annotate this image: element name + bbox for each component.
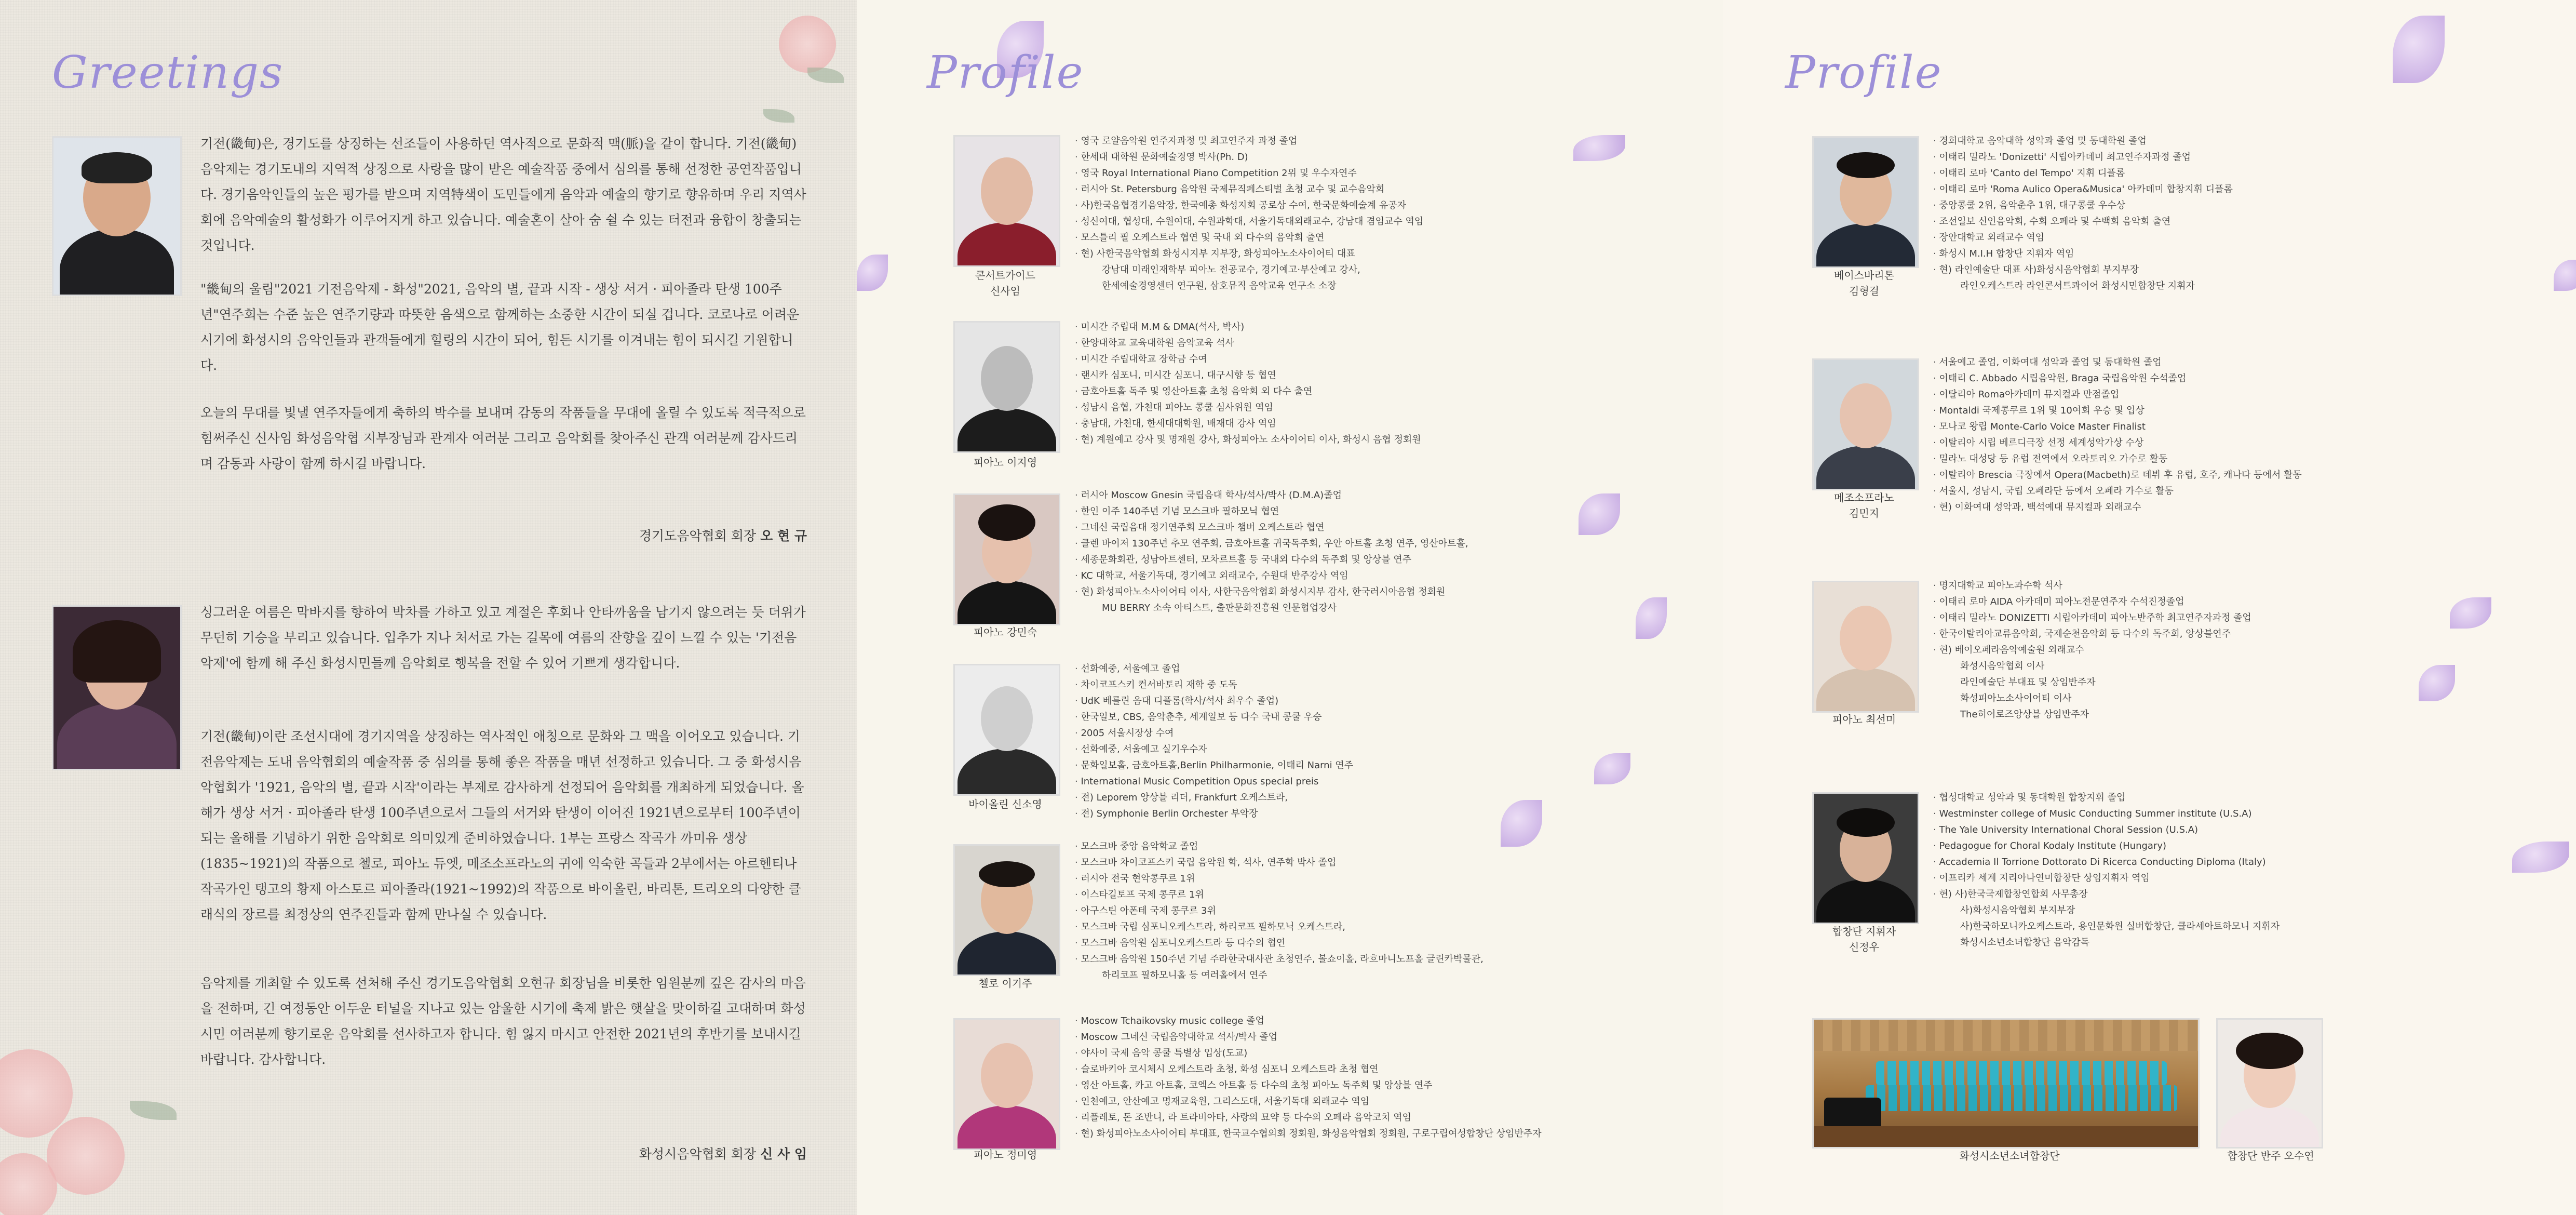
bio-item: · 조선일보 신인음악회, 수회 오페라 및 수백회 음악회 출연 [1933,213,2233,230]
portrait-shin-jungwoo [1812,792,1919,924]
signature-name: 오 현 규 [760,528,807,543]
bio-item: · Pedagogue for Choral Kodaly Institute (Hungary) [1933,838,2280,854]
portrait-lee-jiyoung [953,321,1060,453]
bio-item: · 경희대학교 음악대학 성악과 졸업 및 동대학원 졸업 [1933,133,2233,149]
bio-item: · 전) Leporem 앙상블 리더, Frankfurt 오케스트라, [1075,790,1353,806]
bio-item: · 모스크바 음악원 150주년 기념 주라한국대사관 초청연주, 볼쇼이홀, 라흐마니노프홀 글린카박물관, [1075,951,1483,967]
caption-profile [948,976,1062,991]
bio-item: · 화성시 M.I.H 합창단 지휘자 역임 [1933,246,2233,262]
greetings-title: Greetings [52,47,284,99]
profile-title: Profile [1785,47,1943,99]
bio-item: · UdK 베를린 음대 디플롬(학사/석사 최우수 졸업) [1075,693,1353,709]
bio-item: · 현) 베이오페라음악예술원 외래교수 [1933,642,2251,658]
bio-list [1075,133,1423,294]
bio-item: MU BERRY 소속 아티스트, 출판문화진흥원 인문협업강사 [1102,603,1337,613]
bio-item: · 문화일보홀, 금호아트홀,Berlin Philharmonie, 이태리 Narni 연주 [1075,757,1353,773]
bio-item: · 모스크바 중앙 음악학교 졸업 [1075,838,1483,854]
decorative-petal [1573,135,1625,161]
bio-item: · KC 대학교, 서울기독대, 경기예고 외래교수, 수원대 반주강사 역임 [1075,568,1468,584]
bio-item: 화성시음악협회 이사 [1960,661,2045,672]
decorative-leaf [763,109,794,123]
bio-item: · 전) Symphonie Berlin Orchester 부악장 [1075,806,1353,822]
caption-profile [1807,712,1921,727]
portrait-kim-minji [1812,358,1919,490]
greeting2-paragraph: 기전(畿甸)이란 조선시대에 경기지역을 상징하는 역사적인 애칭으로 문화와 그 맥을 이어오고 있습니다. 기전음악제는 도내 음악협회의 예술작품 중 심의를 통해 좋은 작품을 매년 선정하고 있습니다. 그 중 화성시음악협회가 '1921, 음악의 별, 끝과 시작'이라는 부제로 감사하게 선정되어 음악회를 개최하게 되었습니다. 올해가 생상 서거 · 피아졸라 탄생 100주년으로서 그들의 서거와 탄생이 이어진 1921년으로부터 100주년이 되는 올해를 기념하기 위한 음악회로 의미있게 준비하였습니다. 1부는 프랑스 작곡가 까미유 생상(1835~1921)의 작품으로 첼로, 피아노 듀엣, 메조소프라노의 귀에 익숙한 곡들과 2부에서는 아르헨티나 작곡가인 탱고의 황제 아스토르 피아졸라(1921~1992)의 작품으로 바이올린, 바리톤, 트리오의 다양한 클래식의 장르를 최정상의 연주진들과 함께 만나실 수 있습니다. [200,729,804,922]
caption-profile [1807,924,1921,955]
bio-item: · 야사이 국제 음악 콩쿨 특별상 입상(도교) [1075,1045,1542,1061]
caption-name: 피아노 최선미 [1832,713,1896,726]
bio-list [1933,790,2280,951]
caption-name: 김형걸 [1849,285,1879,297]
bio-item: · 모스크바 음악원 심포니오케스트라 등 다수의 협연 [1075,935,1483,951]
decorative-petal [1594,753,1630,784]
caption-role: 베이스바리톤 [1834,269,1894,282]
bio-item: · 서울예고 졸업, 이화여대 성악과 졸업 및 동대학원 졸업 [1933,354,2302,370]
choir-photo [1812,1018,2200,1149]
bio-item: · 세종문화회관, 성남아트센터, 모차르트홀 등 국내외 다수의 독주회 및 앙상블 연주 [1075,552,1468,568]
caption-profile [948,796,1062,812]
decorative-petal [1579,493,1620,535]
bio-item: · 러시아 Moscow Gnesin 국립음대 학사/석사/박사 (D.M.A)졸업 [1075,487,1468,503]
caption-profile [948,455,1062,470]
bio-item: · 성신여대, 협성대, 수원여대, 수원과학대, 서울기독대외래교수, 강남대 겸임교수 역임 [1075,213,1423,230]
portrait-kim-hyunggeol [1812,136,1919,268]
bio-item: · 협성대학교 성악과 및 동대학원 합창지휘 졸업 [1933,790,2280,806]
portrait-lee-kiju [953,844,1060,976]
bio-list [1075,487,1468,616]
bio-item: · International Music Competition Opus special preis [1075,773,1353,790]
bio-item: · 모스크바 국립 심포니오케스트라, 하리코프 필하모닉 오케스트라, [1075,919,1483,935]
profile-panel-left [857,0,1723,1215]
bio-list [1075,319,1421,448]
bio-list [1933,133,2233,294]
bio-item: · 중앙콩쿨 2위, 음악춘추 1위, 대구콩쿨 우수상 [1933,197,2233,213]
caption-profile [948,268,1062,299]
portrait-oh-suyeon [2216,1018,2323,1149]
decorative-petal [1636,597,1667,639]
decorative-leaf [807,68,844,83]
signature-name: 신 사 임 [760,1146,807,1161]
bio-item: · 영산 아트홀, 카고 아트홀, 코엑스 아트홀 등 다수의 초청 피아노 독주회 및 앙상블 연주 [1075,1077,1542,1093]
bio-item: 하리코프 필하모니홀 등 여러홀에서 연주 [1102,970,1267,981]
bio-list [1075,1013,1542,1142]
decorative-petal [2512,842,2569,873]
bio-item: · 현) 사)한국국제합창연합회 사무총장 [1933,886,2280,902]
caption-choir: 화성시소년소녀합창단 [1959,1150,2060,1162]
bio-item: · 모스틀리 필 오케스트라 협연 및 국내 외 다수의 음악회 출연 [1075,230,1423,246]
greeting2-signature [609,1144,807,1163]
caption-name: 신사임 [990,285,1020,297]
decorative-leaf [130,1101,177,1120]
bio-item: · 모나코 왕립 Monte-Carlo Voice Master Finalist [1933,419,2302,435]
greeting2-paragraph: 음악제를 개최할 수 있도록 선처해 주신 경기도음악협회 오현규 회장님을 비롯한 임원분께 깊은 감사의 마음을 전하며, 긴 여정동안 어두운 터널을 지나고 있는 암울한 시기에 축제 밝은 햇살을 맞이하길 고대하며 화성시민 여러분께 향기로운 음악회를 선사하고자 합니다. 힘 잃지 마시고 안전한 2021년의 후반기를 보내시길 바랍니다. 감사합니다. [200,976,806,1067]
greeting1-paragraph: 오늘의 무대를 빛낼 연주자들에게 축하의 박수를 보내며 감동의 작품들을 무대에 올릴 수 있도록 적극적으로 힘써주신 신사임 화성음악협 지부장님과 관계자 여러분 그리고 음악회를 찾아주신 관객 여러분께 감사드리며 감동과 사랑이 함께 하시길 바랍니다. [200,405,806,471]
bio-item: 사)화성시음악협회 부지부장 [1960,905,2075,916]
caption-accompanist: 합창단 반주 오수연 [2227,1150,2314,1162]
bio-item: · 러시아 St. Petersburg 음악원 국제뮤직페스티벌 초청 교수 및 교수음악회 [1075,181,1423,197]
bio-item: · 이태리 로마 AIDA 아카데미 피아노전문연주자 수석진정졸업 [1933,594,2251,610]
bio-item: 강남대 미래인재학부 피아노 전공교수, 경기예고·부산예고 강사, [1102,264,1360,275]
bio-item: · 그네신 국립음대 정기연주회 모스크바 챔버 오케스트라 협연 [1075,519,1468,536]
bio-list [1075,838,1483,983]
portrait-sin-saim [953,135,1060,267]
greeting1-paragraph: "畿甸의 울림"2021 기전음악제 - 화성"2021, 음악의 별, 끝과 시작 - 생상 서거 · 피아졸라 탄생 100주년"연주회는 수준 높은 연주기량과 따뜻한 음색으로 함께하는 소중한 시간이 되실 겁니다. 코로나로 어려운 시기에 화성시의 음악인들과 관객들에게 힐링의 시간이 되어, 힘든 시기를 이겨내는 힘이 되시길 기원합니다. [200,282,800,373]
caption-name: 피아노 강민숙 [973,626,1037,638]
bio-item: 화성피아노소사이어티 이사 [1960,693,2072,704]
caption-role: 콘서트가이드 [975,269,1035,282]
bio-item: · 이태리 로마 'Roma Aulico Opera&Musica' 아카데미 합창지휘 디플롬 [1933,181,2233,197]
bio-item: · 모스크바 차이코프스키 국립 음악원 학, 석사, 연주학 박사 졸업 [1075,854,1483,871]
portrait-shin-soyoung [953,664,1060,796]
bio-item: · 미시간 주립대학교 장학금 수여 [1075,351,1421,367]
greeting2-paragraph: 싱그러운 여름은 막바지를 향하여 박차를 가하고 있고 계절은 후회나 안타까움을 남기지 않으려는 듯 더위가 무던히 기승을 부리고 있습니다. 입추가 지나 처서로 가는 길목에 여름의 잔향을 깊이 느낄 수 있는 '기전음악제'에 함께 해 주신 화성시민들께 음악회로 행복을 전할 수 있어 기쁘게 생각합니다. [200,605,806,671]
bio-item: · 선화예중, 서울예고 실기우수자 [1075,741,1353,757]
bio-item: · 차이코프스키 컨서바토리 재학 중 도독 [1075,677,1353,693]
bio-item: · Westminster college of Music Conducting Summer institute (U.S.A) [1933,806,2280,822]
bio-item: · 현) 라인예술단 대표 사)화성시음악협회 부지부장 [1933,262,2233,278]
decorative-petal [2450,597,2491,629]
decorative-petal [2554,260,2576,291]
bio-item: · 이태리 밀라노 DONIZETTI 시립아카데미 피아노반주학 최고연주자과정 졸업 [1933,610,2251,626]
bio-item: 라인오케스트라 라인콘서트콰이어 화성시민합창단 지휘자 [1960,281,2195,291]
bio-item: 사)한국하모니카오케스트라, 용인문화원 실버합창단, 클라세아트하모니 지휘자 [1960,921,2280,932]
decorative-flower [47,1117,125,1195]
signature-role: 경기도음악협회 회장 [639,528,757,543]
caption-profile [1807,490,1921,521]
bio-item: · 명지대학교 피아노과수학 석사 [1933,578,2251,594]
bio-item: · 이탈리아 Brescia 극장에서 Opera(Macbeth)로 데뷔 후 유럽, 호주, 캐나다 등에서 활동 [1933,467,2302,483]
caption-name: 김민지 [1849,507,1879,519]
bio-list [1933,354,2302,515]
decorative-petal [857,255,888,291]
bio-item: · 이탈리아 시립 베르디극장 선정 세계성악가상 수상 [1933,435,2302,451]
portrait-kang-minsook [953,493,1060,625]
bio-item: 한세예술경영센터 연구원, 삼호뮤직 음악교육 연구소 소장 [1102,281,1337,291]
decorative-petal [1501,800,1542,847]
profile-panel-right [1723,0,2576,1215]
bio-list [1933,578,2251,723]
bio-item: · 영국 로얄음악원 연주자과정 및 최고연주자 과정 졸업 [1075,133,1423,149]
bio-item: · 한양대학교 교육대학원 음악교육 석사 [1075,335,1421,351]
caption-profile [948,624,1062,640]
portrait-jung-miyoung [953,1018,1060,1150]
bio-item: 라인예술단 부대표 및 상임반주자 [1960,677,2096,688]
bio-item: · 현) 화성피아노소사이어티 이사, 사한국음악협회 화성시지부 감사, 한국러시아음협 정회원 [1075,584,1468,600]
bio-item: · Accademia Il Torrione Dottorato Di Ricerca Conducting Diploma (Italy) [1933,854,2280,870]
bio-item: · 밀라노 대성당 등 유럽 전역에서 오라토리오 가수로 활동 [1933,451,2302,467]
bio-item: · 선화예중, 서울예고 졸업 [1075,661,1353,677]
bio-item: · 아구스틴 아폰테 국제 콩쿠르 3위 [1075,903,1483,919]
bio-item: · The Yale University International Choral Session (U.S.A) [1933,822,2280,838]
bio-item: · 이태리 로마 'Canto del Tempo' 지휘 디플롬 [1933,165,2233,181]
bio-item: · Moscow 그네신 국립음악대학교 석사/박사 졸업 [1075,1029,1542,1045]
bio-item: · 러시아 전국 현악콩쿠르 1위 [1075,871,1483,887]
bio-item: · 이탈리아 Roma아카데미 뮤지컬과 만점졸업 [1933,386,2302,403]
caption-name: 피아노 이지영 [973,456,1037,469]
greeting1-signature [619,526,807,544]
caption-name: 신정우 [1849,941,1879,953]
decorative-petal [2393,16,2445,83]
caption-profile [1807,268,1921,299]
portrait-choi-sunmi [1812,581,1919,713]
bio-item: · 성남시 음협, 가천대 피아노 콩쿨 심사위원 역임 [1075,399,1421,416]
bio-item: · Moscow Tchaikovsky music college 졸업 [1075,1013,1542,1029]
decorative-petal [2419,665,2455,701]
bio-item: · 한세대 대학원 문화예술경영 박사(Ph. D) [1075,149,1423,165]
bio-item: · 서울시, 성남시, 국립 오페라단 등에서 오페라 가수로 활동 [1933,483,2302,499]
bio-item: · 장안대학교 외래교수 역임 [1933,230,2233,246]
caption-name: 피아노 정미영 [973,1149,1037,1161]
bio-item: · 현) 계원예고 강사 및 명재원 강사, 화성피아노 소사이어티 이사, 화성시 음협 정회원 [1075,432,1421,448]
caption-profile [948,1147,1062,1163]
caption-role: 메조소프라노 [1834,491,1894,504]
bio-item: · 인천예고, 안산예고 명재교육원, 그리스도대, 서울기독대 외래교수 역임 [1075,1093,1542,1110]
portrait-president-association [52,136,182,296]
bio-item: · 2005 서울시장상 수여 [1075,725,1353,741]
bio-item: · 한국일보, CBS, 음악춘추, 세계일보 등 다수 국내 콩쿨 우승 [1075,709,1353,725]
bio-item: · 이태리 C. Abbado 시립음악원, Braga 국립음악원 수석졸업 [1933,370,2302,386]
bio-item: · 사)한국음협경기음악장, 한국예총 화성지회 공로상 수여, 한국문화예술계 유공자 [1075,197,1423,213]
greeting1-paragraph: 기전(畿甸)은, 경기도를 상징하는 선조들이 사용하던 역사적으로 문화적 맥(脈)을 같이 합니다. 기전(畿甸)음악제는 경기도내의 지역적 상징으로 사랑을 많이 받은 예술작품 중에서 심의를 통해 선정한 공연작품입니다. 경기음악인들의 높은 평가를 받으며 지역特색이 도민들에게 음악과 예술의 향기로 향유하며 우리 지역사회에 음악예술의 활성화가 이루어지게 하고 있습니다. 예술혼이 살아 숨 쉴 수 있는 터전과 융합이 창출되는 것입니다. [200,136,806,253]
decorative-flower [779,16,836,73]
caption-role: 합창단 지휘자 [1832,925,1896,938]
greetings-panel [0,0,857,1215]
signature-role: 화성시음악협회 회장 [639,1146,757,1161]
bio-item: · 현) 사한국음악협회 화성시지부 지부장, 화성피아노소사이어티 대표 [1075,246,1423,262]
caption-name: 바이올린 신소영 [968,798,1042,810]
bio-item: · 슬로바키아 코시체시 오케스트라 초청, 화성 심포니 오케스트라 초청 협연 [1075,1061,1542,1077]
bio-item: · 미시간 주립대 M.M & DMA(석사, 박사) [1075,319,1421,335]
bio-item: · 이스타길토프 국제 콩쿠르 1위 [1075,887,1483,903]
bio-list [1075,661,1353,822]
bio-item: The히어로즈앙상블 상임반주자 [1960,709,2089,720]
bio-item: · 충남대, 가천대, 한세대대학원, 배재대 강사 역임 [1075,416,1421,432]
bio-item: · 랜시카 심포니, 미시간 심포니, 대구시향 등 협연 [1075,367,1421,383]
bio-item: · 한국이탈리아교류음악회, 국제순천음악회 등 다수의 독주회, 앙상블연주 [1933,626,2251,642]
bio-item: · 한인 이주 140주년 기념 모스크바 필하모닉 협연 [1075,503,1468,519]
bio-item: · 영국 Royal International Piano Competition 2위 및 우수자연주 [1075,165,1423,181]
bio-item: · 현) 이화여대 성악과, 백석예대 뮤지컬과 외래교수 [1933,499,2302,515]
bio-item: · 금호아트홀 독주 및 영산아트홀 초청 음악회 외 다수 출연 [1075,383,1421,399]
bio-item: · 이프리카 세계 지리아나연미합창단 상임지휘자 역임 [1933,870,2280,886]
bio-item: · Montaldi 국제콩쿠르 1위 및 10여회 우승 및 입상 [1933,403,2302,419]
bio-item: · 클렌 바이저 130주년 추모 연주회, 금호아트홀 귀국독주회, 우안 아트홀 초청 연주, 영산아트홀, [1075,536,1468,552]
bio-item: 화성시소년소녀합창단 음악감독 [1960,937,2090,948]
portrait-president-hwaseong [52,605,182,770]
bio-item: · 리플레토, 돈 조반니, 라 트라비아타, 사랑의 묘약 등 다수의 오페라 음악코치 역임 [1075,1110,1542,1126]
caption-name: 첼로 이기주 [978,977,1032,990]
bio-item: · 이태리 밀라노 'Donizetti' 시립아카데미 최고연주자과정 졸업 [1933,149,2233,165]
bio-item: · 현) 화성피아노소사이어티 부대표, 한국교수협의회 정회원, 화성음악협회 정회원, 구로구립여성합창단 상임반주자 [1075,1126,1542,1142]
profile-title: Profile [927,47,1084,99]
